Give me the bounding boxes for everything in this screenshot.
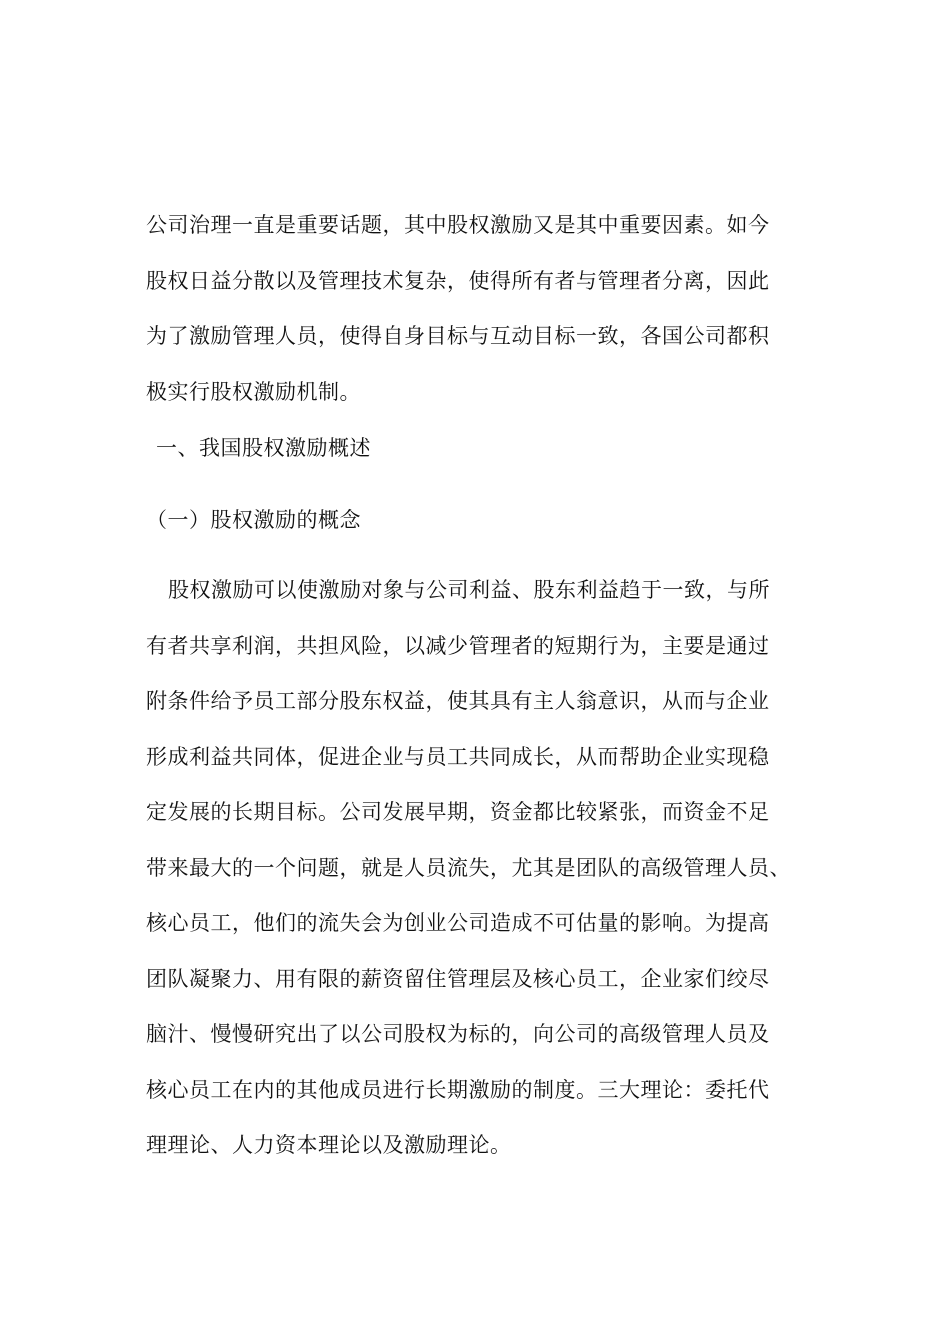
paragraph-line: 团队凝聚力、用有限的薪资留住管理层及核心员工，企业家们绞尽 <box>146 966 770 991</box>
paragraph-line: 极实行股权激励机制。 <box>146 379 361 404</box>
paragraph-line: 股权日益分散以及管理技术复杂，使得所有者与管理者分离，因此 <box>146 268 770 293</box>
intro-paragraph <box>146 215 826 437</box>
paragraph-line: 脑汁、慢慢研究出了以公司股权为标的，向公司的高级管理人员及 <box>146 1022 770 1046</box>
paragraph-line: 为了激励管理人员，使得自身目标与互动目标一致，各国公司都积 <box>146 324 770 348</box>
subsection-heading: （一）股权激励的概念 <box>146 508 361 532</box>
paragraph-line: 股权激励可以使激励对象与公司利益、股东利益趋于一致，与所 <box>168 578 770 602</box>
paragraph-line: 形成利益共同体，促进企业与员工共同成长，从而帮助企业实现稳 <box>146 744 770 769</box>
paragraph-line: 有者共享利润，共担风险，以减少管理者的短期行为，主要是通过 <box>146 633 770 658</box>
paragraph-line: 定发展的长期目标。公司发展早期，资金都比较紧张，而资金不足 <box>146 800 770 824</box>
paragraph-line: 公司治理一直是重要话题，其中股权激励又是其中重要因素。如今 <box>146 213 770 237</box>
paragraph-line: 附条件给予员工部分股东权益，使其具有主人翁意识，从而与企业 <box>146 689 770 713</box>
paragraph-line: 带来最大的一个问题，就是人员流失，尤其是团队的高级管理人员、 <box>146 855 791 880</box>
paragraph-line: 理理论、人力资本理论以及激励理论。 <box>146 1133 512 1157</box>
paragraph-line: 核心员工在内的其他成员进行长期激励的制度。三大理论：委托代 <box>146 1077 770 1102</box>
body-paragraph <box>146 580 826 1191</box>
paragraph-line: 核心员工，他们的流失会为创业公司造成不可估量的影响。为提高 <box>146 911 770 935</box>
section-heading: 一、我国股权激励概述 <box>156 436 371 460</box>
